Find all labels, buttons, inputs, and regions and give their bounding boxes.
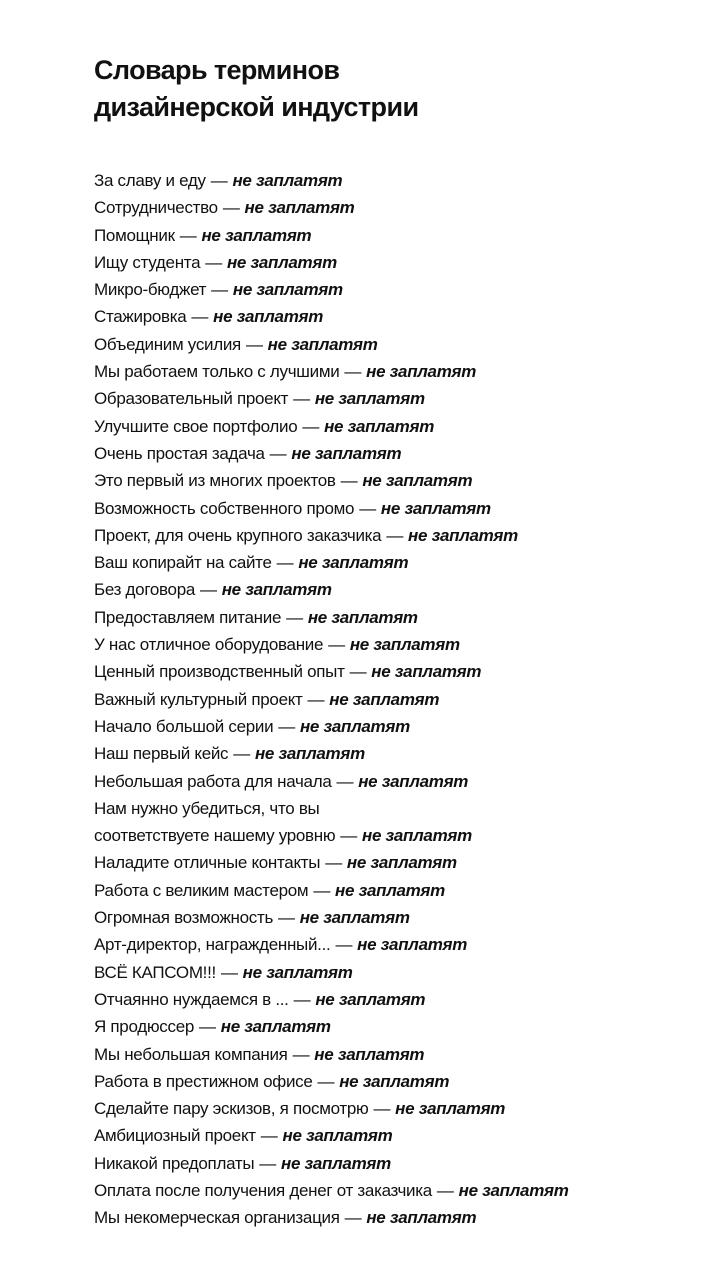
term-item (94, 849, 569, 876)
term-answer: не заплатят (329, 689, 440, 709)
term-dash: — (220, 962, 238, 982)
term-answer: не заплатят (201, 225, 312, 245)
term-item (94, 768, 569, 795)
term-dash: — (325, 853, 342, 873)
term-dash: — (269, 443, 287, 463)
term-item (94, 631, 569, 658)
term-answer: не заплатят (299, 716, 410, 736)
term-answer: не заплатят (280, 1153, 391, 1173)
term-item (94, 522, 569, 549)
term-dash: — (259, 1153, 276, 1173)
term-dash: — (205, 252, 222, 272)
term-answer: не заплатят (282, 1126, 393, 1146)
term-phrase: Сделайте пару эскизов, я посмотрю (94, 1099, 369, 1119)
term-item (94, 822, 569, 849)
term-phrase: Проект, для очень крупного заказчика (94, 525, 382, 545)
term-phrase: Помощник (94, 225, 175, 245)
term-dash: — (359, 498, 376, 518)
term-dash: — (199, 1017, 216, 1037)
term-answer: не заплатят (324, 416, 435, 436)
term-item (94, 222, 569, 249)
term-phrase: Ищу студента (94, 252, 201, 272)
term-item (94, 959, 569, 986)
term-dash: — (373, 1099, 391, 1119)
term-phrase: Важный культурный проект (94, 689, 303, 709)
term-dash: — (340, 471, 358, 491)
term-item (94, 740, 569, 767)
term-dash: — (307, 689, 325, 709)
document-page (94, 52, 694, 1228)
term-item (94, 440, 569, 467)
term-item (94, 1177, 569, 1204)
term-item (94, 1204, 569, 1231)
term-answer: не заплатят (221, 580, 332, 600)
term-dash: — (436, 1180, 454, 1200)
term-dash: — (293, 989, 311, 1009)
term-answer: не заплатят (232, 171, 343, 190)
term-item (94, 713, 569, 740)
term-phrase: Сотрудничество (94, 198, 218, 218)
term-answer: не заплатят (371, 662, 482, 682)
term-answer: не заплатят (349, 635, 460, 655)
term-answer: не заплатят (242, 962, 353, 982)
term-answer: не заплатят (213, 307, 324, 327)
term-answer: не заплатят (339, 1071, 450, 1091)
term-answer: не заплатят (315, 989, 426, 1009)
term-phrase: Работа с великим мастером (94, 880, 309, 900)
term-item (94, 931, 569, 958)
term-item (94, 167, 569, 194)
term-dash: — (293, 389, 310, 409)
term-answer: не заплатят (232, 280, 343, 300)
term-phrase: За славу и еду (94, 171, 206, 190)
term-item (94, 795, 569, 822)
term-phrase: Очень простая задача (94, 443, 265, 463)
term-answer: не заплатят (395, 1099, 506, 1119)
term-item (94, 467, 569, 494)
term-phrase: Наладите отличные контакты (94, 853, 321, 873)
term-answer: не заплатят (314, 1044, 425, 1064)
term-phrase: Ценный производственный опыт (94, 662, 345, 682)
term-dash: — (278, 908, 295, 928)
term-item (94, 1095, 569, 1122)
term-dash: — (278, 716, 295, 736)
term-dash: — (200, 580, 217, 600)
term-dash: — (179, 225, 197, 245)
term-dash: — (328, 635, 345, 655)
term-phrase: Работа в престижном офисе (94, 1071, 313, 1091)
term-phrase: Ваш копирайт на сайте (94, 553, 272, 573)
term-answer: не заплатят (291, 443, 402, 463)
term-phrase: Стажировка (94, 307, 187, 327)
term-item (94, 986, 569, 1013)
term-answer: не заплатят (307, 607, 418, 627)
term-answer: не заплатят (361, 826, 472, 846)
page-title (94, 52, 694, 126)
term-phrase: Предоставляем питание (94, 607, 282, 627)
title-line-2: дизайнерской индустрии (94, 92, 419, 122)
term-item (94, 358, 569, 385)
term-dash: — (335, 935, 353, 955)
term-answer: не заплатят (298, 553, 409, 573)
term-answer: не заплатят (220, 1017, 331, 1037)
term-item (94, 604, 569, 631)
term-item (94, 413, 569, 440)
term-answer: не заплатят (380, 498, 491, 518)
term-dash: — (317, 1071, 335, 1091)
term-answer: не заплатят (267, 334, 378, 354)
term-phrase: Арт-директор, награжденный... (94, 935, 331, 955)
term-phrase: Начало большой серии (94, 716, 274, 736)
term-phrase: Огромная возможность (94, 908, 273, 928)
term-phrase: Никакой предоплаты (94, 1153, 255, 1173)
term-phrase: Небольшая работа для начала (94, 771, 332, 791)
term-answer: не заплатят (366, 1208, 477, 1228)
term-answer: не заплатят (244, 198, 355, 218)
term-answer: не заплатят (346, 853, 457, 873)
term-item (94, 549, 569, 576)
term-item (94, 1041, 569, 1068)
term-answer: не заплатят (408, 525, 518, 545)
term-dash: — (336, 771, 354, 791)
term-phrase: Отчаянно нуждаемся в ... (94, 989, 289, 1009)
term-dash: — (302, 416, 320, 436)
term-item (94, 877, 569, 904)
term-phrase: Нам нужно убедиться, что вы (94, 798, 320, 818)
term-item (94, 303, 569, 330)
term-item (94, 904, 569, 931)
term-dash: — (340, 826, 357, 846)
term-dash: — (211, 280, 228, 300)
term-item (94, 658, 569, 685)
term-dash: — (313, 880, 331, 900)
term-phrase: соответствуете нашему уровню (94, 826, 336, 846)
term-item (94, 495, 569, 522)
term-dash: — (245, 334, 263, 354)
term-phrase: У нас отличное оборудование (94, 635, 324, 655)
term-item (94, 686, 569, 713)
term-phrase: ВСЁ КАПСОМ!!! (94, 962, 216, 982)
term-dash: — (233, 744, 250, 764)
term-item (94, 1013, 569, 1040)
term-answer: не заплатят (335, 880, 445, 900)
term-dash: — (344, 362, 362, 382)
term-answer: не заплатят (314, 389, 425, 409)
terms-list (94, 167, 569, 1232)
term-dash: — (222, 198, 240, 218)
term-answer: не заплатят (362, 471, 473, 491)
term-dash: — (276, 553, 294, 573)
term-phrase: Мы некомерческая организация (94, 1208, 340, 1228)
term-item (94, 1122, 569, 1149)
term-phrase: Это первый из многих проектов (94, 471, 336, 491)
term-phrase: Я продюссер (94, 1017, 195, 1037)
term-phrase: Без договора (94, 580, 196, 600)
term-item (94, 576, 569, 603)
term-dash: — (386, 525, 404, 545)
term-item (94, 331, 569, 358)
term-item (94, 385, 569, 412)
term-answer: не заплатят (357, 935, 468, 955)
term-phrase: Возможность собственного промо (94, 498, 355, 518)
title-line-1: Словарь терминов (94, 55, 340, 85)
term-answer: не заплатят (358, 771, 469, 791)
term-phrase: Микро-бюджет (94, 280, 207, 300)
term-answer: не заплатят (299, 908, 410, 928)
term-phrase: Наш первый кейс (94, 744, 229, 764)
term-dash: — (349, 662, 367, 682)
term-answer: не заплатят (458, 1180, 569, 1200)
term-item (94, 249, 569, 276)
term-dash: — (210, 171, 228, 190)
term-item (94, 1150, 569, 1177)
term-item (94, 276, 569, 303)
term-dash: — (344, 1208, 362, 1228)
term-phrase: Улучшите свое портфолио (94, 416, 298, 436)
term-phrase: Оплата после получения денег от заказчика (94, 1180, 432, 1200)
term-dash: — (260, 1126, 278, 1146)
term-item (94, 1068, 569, 1095)
term-phrase: Мы работаем только с лучшими (94, 362, 340, 382)
term-answer: не заплатят (226, 252, 337, 272)
term-phrase: Мы небольшая компания (94, 1044, 288, 1064)
term-answer: не заплатят (254, 744, 365, 764)
term-dash: — (286, 607, 303, 627)
term-phrase: Амбициозный проект (94, 1126, 256, 1146)
term-answer: не заплатят (366, 362, 477, 382)
term-phrase: Образовательный проект (94, 389, 289, 409)
term-dash: — (292, 1044, 310, 1064)
term-phrase: Объединим усилия (94, 334, 241, 354)
term-dash: — (191, 307, 209, 327)
term-item (94, 194, 569, 221)
